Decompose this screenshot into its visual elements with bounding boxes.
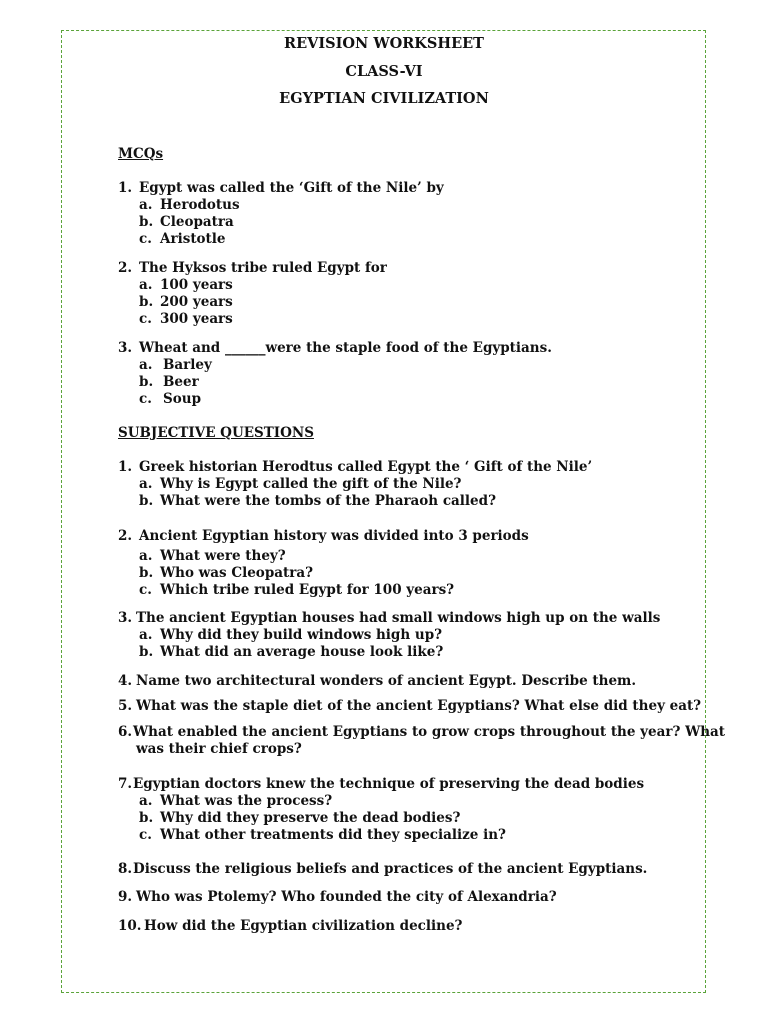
- mcq-1-option-a-label: a.: [139, 197, 153, 213]
- mcq-1-option-b: Cleopatra: [160, 214, 234, 230]
- subj-3-number: 3.: [118, 610, 133, 626]
- subj-8-number: 8.: [118, 861, 133, 877]
- subj-3-option-a-label: a.: [139, 627, 153, 643]
- mcq-3-option-c: Soup: [163, 391, 202, 407]
- subj-7-number: 7.: [118, 776, 133, 792]
- subj-9-number: 9.: [118, 889, 133, 905]
- mcq-2-option-b: 200 years: [160, 294, 233, 310]
- subj-4-text: Name two architectural wonders of ancient Egypt. Describe them.: [136, 673, 637, 689]
- subj-7-option-a-label: a.: [139, 793, 153, 809]
- mcq-3-option-a-label: a.: [139, 357, 153, 373]
- subj-1-option-a: Why is Egypt called the gift of the Nile?: [160, 476, 462, 492]
- mcq-heading: MCQs: [118, 146, 164, 162]
- mcq-3-option-c-label: c.: [139, 391, 152, 407]
- mcq-1-option-a: Herodotus: [160, 197, 240, 213]
- subj-6-text: What enabled the ancient Egyptians to grow crops throughout the year? What: [133, 724, 726, 740]
- subj-2-number: 2.: [118, 528, 133, 544]
- mcq-3-option-b-label: b.: [139, 374, 154, 390]
- subj-1-option-b-label: b.: [139, 493, 154, 509]
- subj-3-text: The ancient Egyptian houses had small windows high up on the walls: [136, 610, 661, 626]
- subj-1-option-a-label: a.: [139, 476, 153, 492]
- worksheet-title: REVISION WORKSHEET: [284, 35, 484, 52]
- class-label: CLASS-VI: [345, 63, 423, 80]
- subj-5-number: 5.: [118, 698, 133, 714]
- page-border: [61, 30, 706, 993]
- subj-7-option-c: What other treatments did they specialize in?: [160, 827, 506, 843]
- subj-7-option-c-label: c.: [139, 827, 152, 843]
- subject-title: EGYPTIAN CIVILIZATION: [279, 90, 489, 107]
- subj-1-option-b: What were the tombs of the Pharaoh called?: [160, 493, 496, 509]
- subj-7-text: Egyptian doctors knew the technique of preserving the dead bodies: [133, 776, 645, 792]
- mcq-3-number: 3.: [118, 340, 133, 356]
- subj-2-option-b: Who was Cleopatra?: [160, 565, 314, 581]
- mcq-1-option-b-label: b.: [139, 214, 154, 230]
- mcq-2-option-b-label: b.: [139, 294, 154, 310]
- mcq-1-option-c: Aristotle: [160, 231, 226, 247]
- subj-2-option-c: Which tribe ruled Egypt for 100 years?: [160, 582, 455, 598]
- mcq-1-text: Egypt was called the ‘Gift of the Nile’ by: [139, 180, 444, 196]
- subj-7-option-b-label: b.: [139, 810, 154, 826]
- mcq-3-option-a: Barley: [163, 357, 212, 373]
- subj-3-option-a: Why did they build windows high up?: [160, 627, 443, 643]
- subj-10-number: 10.: [118, 918, 142, 934]
- mcq-2-option-c: 300 years: [160, 311, 233, 327]
- subjective-heading: SUBJECTIVE QUESTIONS: [118, 425, 314, 441]
- mcq-2-number: 2.: [118, 260, 133, 276]
- subj-2-text: Ancient Egyptian history was divided into 3 periods: [139, 528, 529, 544]
- subj-4-number: 4.: [118, 673, 133, 689]
- subj-1-number: 1.: [118, 459, 133, 475]
- subj-9-text: Who was Ptolemy? Who founded the city of Alexandria?: [136, 889, 557, 905]
- mcq-3-text: Wheat and ______were the staple food of the Egyptians.: [139, 340, 552, 356]
- subj-5-text: What was the staple diet of the ancient Egyptians? What else did they eat?: [136, 698, 702, 714]
- subj-10-text: How did the Egyptian civilization decline?: [144, 918, 463, 934]
- subj-6-text-continued: was their chief crops?: [136, 741, 302, 757]
- subj-2-option-a-label: a.: [139, 548, 153, 564]
- subj-3-option-b: What did an average house look like?: [160, 644, 444, 660]
- mcq-2-option-a: 100 years: [160, 277, 233, 293]
- mcq-2-option-a-label: a.: [139, 277, 153, 293]
- mcq-2-option-c-label: c.: [139, 311, 152, 327]
- mcq-3-option-b: Beer: [163, 374, 199, 390]
- mcq-1-option-c-label: c.: [139, 231, 152, 247]
- subj-2-option-a: What were they?: [160, 548, 286, 564]
- subj-1-text: Greek historian Herodtus called Egypt the ‘ Gift of the Nile’: [139, 459, 593, 475]
- subj-7-option-b: Why did they preserve the dead bodies?: [160, 810, 461, 826]
- mcq-1-number: 1.: [118, 180, 133, 196]
- subj-7-option-a: What was the process?: [160, 793, 333, 809]
- mcq-2-text: The Hyksos tribe ruled Egypt for: [139, 260, 387, 276]
- subj-8-text: Discuss the religious beliefs and practices of the ancient Egyptians.: [133, 861, 648, 877]
- subj-6-number: 6.: [118, 724, 133, 740]
- subj-2-option-b-label: b.: [139, 565, 154, 581]
- subj-2-option-c-label: c.: [139, 582, 152, 598]
- subj-3-option-b-label: b.: [139, 644, 154, 660]
